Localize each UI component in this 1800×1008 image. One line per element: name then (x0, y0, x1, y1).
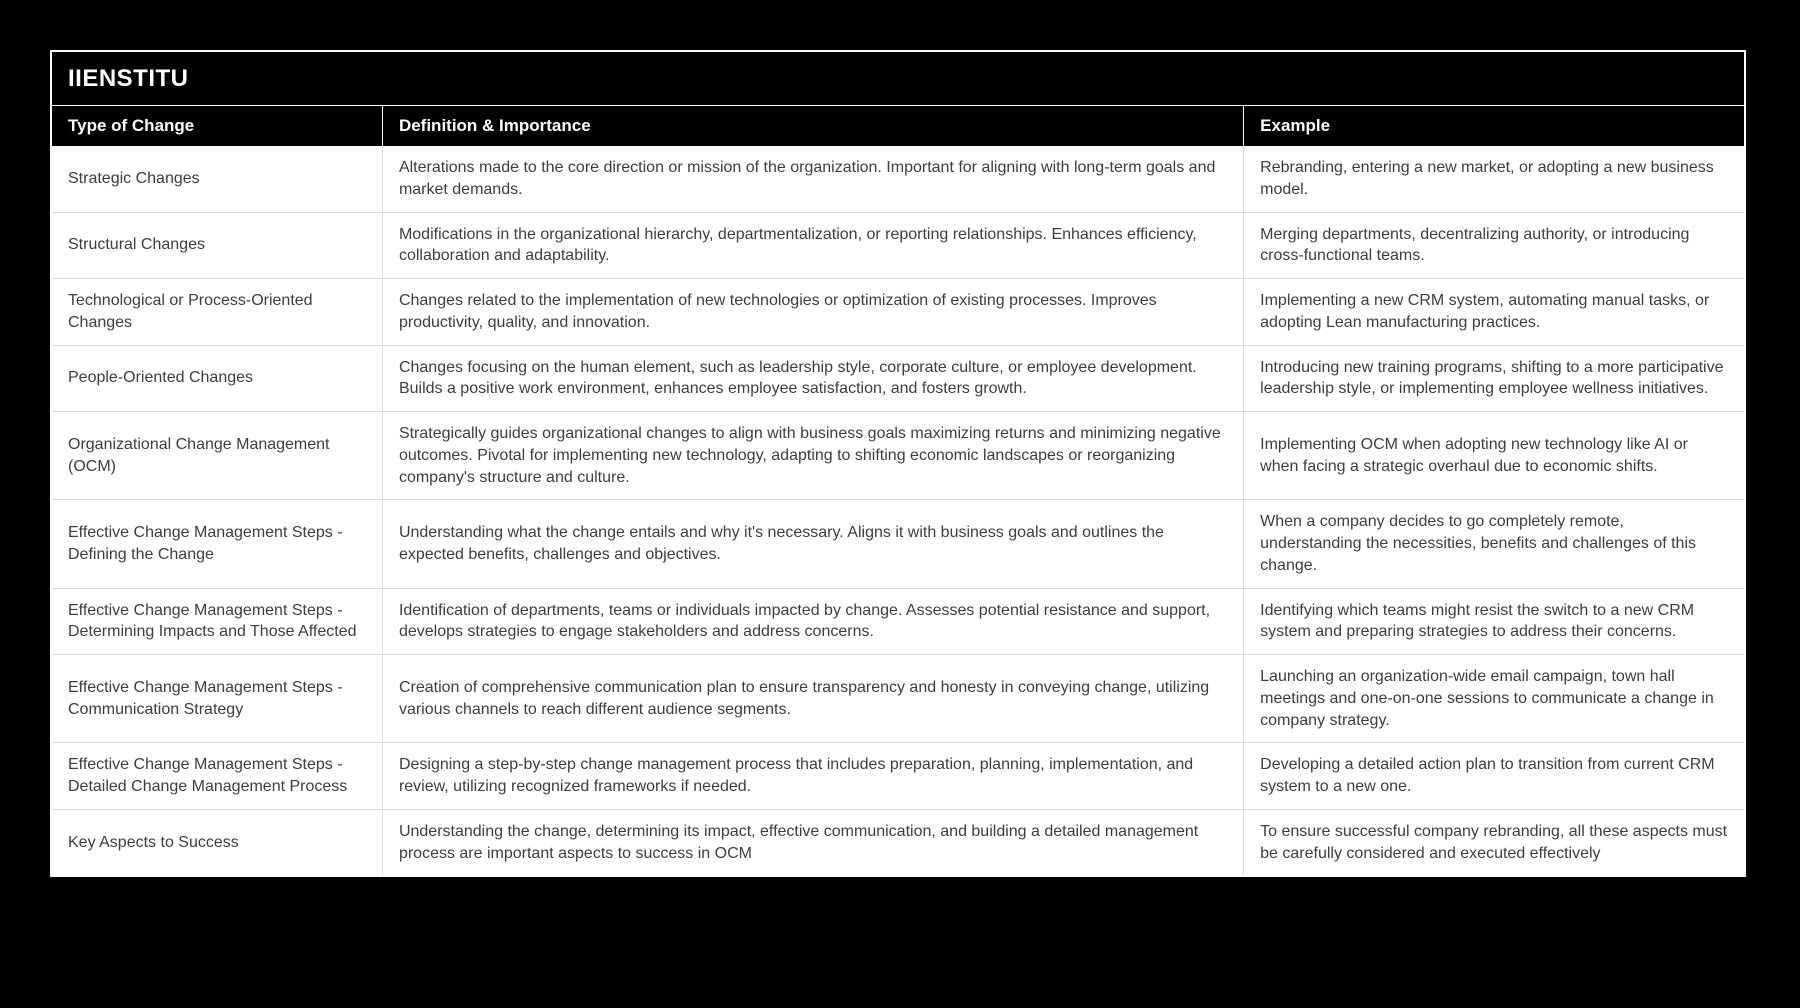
table-row (52, 809, 1744, 876)
table-row (52, 742, 1744, 809)
column-header-type-of-change: Type of Change (52, 106, 382, 146)
type-of-change-cell: Strategic Changes (52, 146, 382, 212)
table-row (52, 499, 1744, 587)
definition-importance-cell: Changes focusing on the human element, such as leadership style, corporate culture, or employee development. Builds a positive work environment, enhances employee satisfaction, and fosters growth. (382, 345, 1243, 412)
example-cell: Implementing a new CRM system, automating manual tasks, or adopting Lean manufacturing practices. (1243, 278, 1744, 345)
definition-importance-cell: Understanding what the change entails and why it's necessary. Aligns it with business goals and outlines the expected benefits, challenges and objectives. (382, 499, 1243, 587)
brand-title: IIENSTITU (52, 52, 1744, 106)
definition-importance-cell: Modifications in the organizational hierarchy, departmentalization, or reporting relationships. Enhances efficiency, collaboration and adaptability. (382, 212, 1243, 279)
table-row (52, 146, 1744, 212)
type-of-change-cell: Effective Change Management Steps - Communication Strategy (52, 654, 382, 742)
change-management-table-card (50, 50, 1746, 877)
table-row (52, 411, 1744, 499)
column-header-example: Example (1243, 106, 1744, 146)
type-of-change-cell: Effective Change Management Steps - Defining the Change (52, 499, 382, 587)
example-cell: When a company decides to go completely remote, understanding the necessities, benefits and challenges of this change. (1243, 499, 1744, 587)
table-row (52, 345, 1744, 412)
example-cell: Developing a detailed action plan to transition from current CRM system to a new one. (1243, 742, 1744, 809)
type-of-change-cell: Effective Change Management Steps - Determining Impacts and Those Affected (52, 588, 382, 655)
definition-importance-cell: Understanding the change, determining its impact, effective communication, and building a detailed management process are important aspects to success in OCM (382, 809, 1243, 876)
type-of-change-cell: Technological or Process-Oriented Changes (52, 278, 382, 345)
header-row (52, 106, 1744, 146)
example-cell: Rebranding, entering a new market, or adopting a new business model. (1243, 146, 1744, 212)
type-of-change-cell: People-Oriented Changes (52, 345, 382, 412)
definition-importance-cell: Strategically guides organizational changes to align with business goals maximizing returns and minimizing negative outcomes. Pivotal for implementing new technology, adapting to shifting economic landscapes or reorganizing company's structure and culture. (382, 411, 1243, 499)
table-row (52, 588, 1744, 655)
definition-importance-cell: Alterations made to the core direction or mission of the organization. Important for aligning with long-term goals and market demands. (382, 146, 1243, 212)
type-of-change-cell: Organizational Change Management (OCM) (52, 411, 382, 499)
example-cell: To ensure successful company rebranding, all these aspects must be carefully considered and executed effectively (1243, 809, 1744, 876)
example-cell: Merging departments, decentralizing authority, or introducing cross-functional teams. (1243, 212, 1744, 279)
table-header (52, 106, 1744, 146)
definition-importance-cell: Designing a step-by-step change management process that includes preparation, planning, implementation, and review, utilizing recognized frameworks if needed. (382, 742, 1243, 809)
example-cell: Implementing OCM when adopting new technology like AI or when facing a strategic overhaul due to economic shifts. (1243, 411, 1744, 499)
definition-importance-cell: Changes related to the implementation of new technologies or optimization of existing processes. Improves productivity, quality, and innovation. (382, 278, 1243, 345)
definition-importance-cell: Creation of comprehensive communication plan to ensure transparency and honesty in conveying change, utilizing various channels to reach different audience segments. (382, 654, 1243, 742)
type-of-change-cell: Structural Changes (52, 212, 382, 279)
type-of-change-cell: Key Aspects to Success (52, 809, 382, 876)
table-row (52, 212, 1744, 279)
example-cell: Introducing new training programs, shifting to a more participative leadership style, or implementing employee wellness initiatives. (1243, 345, 1744, 412)
change-management-table (52, 106, 1744, 875)
type-of-change-cell: Effective Change Management Steps - Detailed Change Management Process (52, 742, 382, 809)
table-row (52, 278, 1744, 345)
definition-importance-cell: Identification of departments, teams or individuals impacted by change. Assesses potential resistance and support, develops strategies to engage stakeholders and address concerns. (382, 588, 1243, 655)
example-cell: Launching an organization-wide email campaign, town hall meetings and one-on-one sessions to communicate a change in company strategy. (1243, 654, 1744, 742)
table-row (52, 654, 1744, 742)
example-cell: Identifying which teams might resist the switch to a new CRM system and preparing strategies to address their concerns. (1243, 588, 1744, 655)
column-header-definition-importance: Definition & Importance (382, 106, 1243, 146)
table-body (52, 146, 1744, 875)
